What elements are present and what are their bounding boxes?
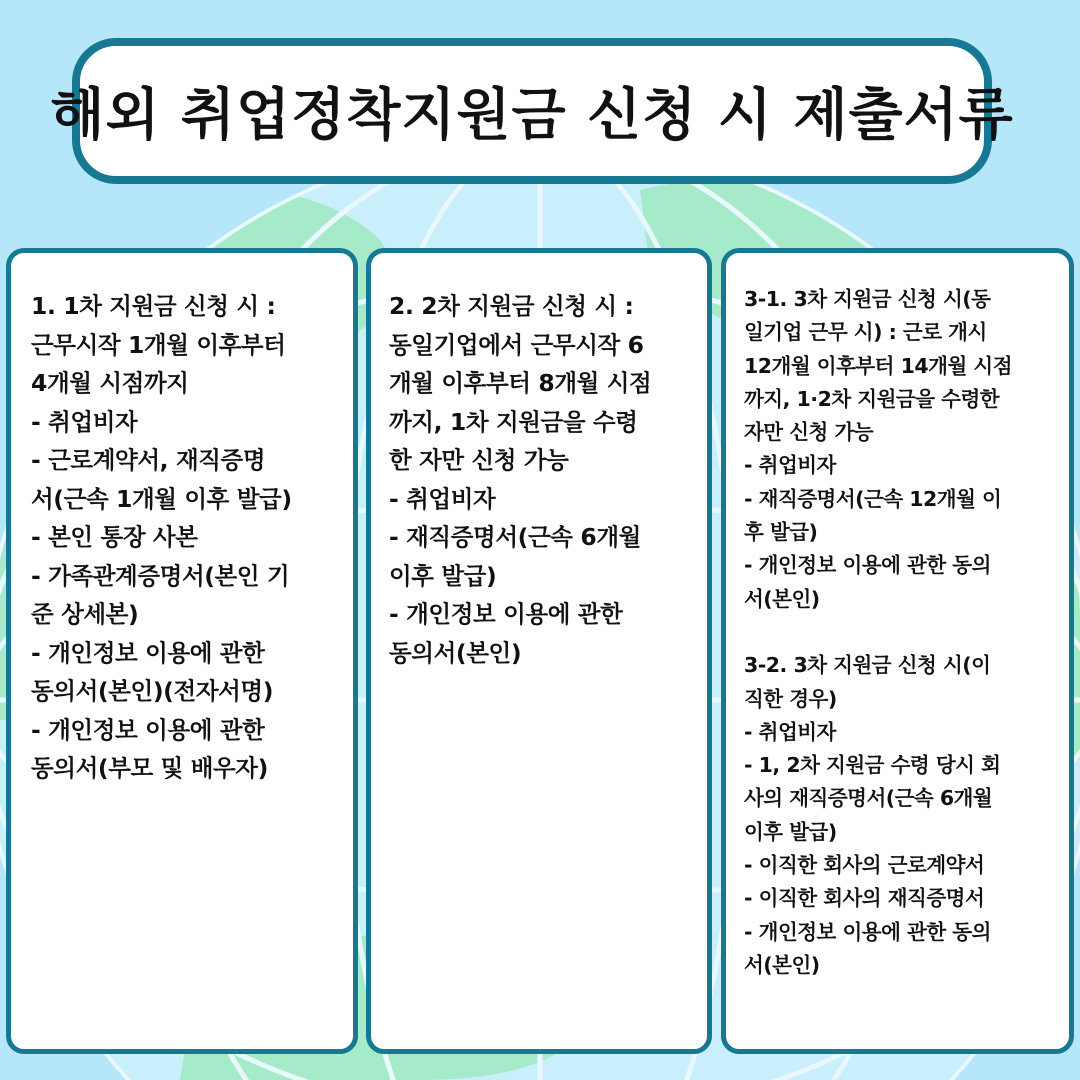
- card-text: 3-1. 3차 지원금 신청 시(동 일기업 근무 시) : 근로 개시 12개월 이후부터 14개월 시점 까지, 1·2차 지원금을 수령한 자만 신청 가능 - 취업비자 - 재직증명서(근속 12개월 이 후 발급) - 개인정보 이용에 관한 동의 서(본인) 3-2. 3차 지원금 신청 시(이 직한 경우) - 취업비자 - 1, 2차 지원금 수령 당시 회 사의 재직증명서(근속 6개월 이후 발급) - 이직한 회사의 근로계약서 - 이직한 회사의 재직증명서 - 개인정보 이용에 관한 동의 서(본인): [744, 287, 1012, 977]
- card-text: 2. 2차 지원금 신청 시 : 동일기업에서 근무시작 6 개월 이후부터 8개월 시점 까지, 1차 지원금을 수령 한 자만 신청 가능 - 취업비자 - 재직증명서(근속 6개월 이후 발급) - 개인정보 이용에 관한 동의서(본인): [389, 292, 652, 667]
- card-text: 1. 1차 지원금 신청 시 : 근무시작 1개월 이후부터 4개월 시점까지 - 취업비자 - 근로계약서, 재직증명 서(근속 1개월 이후 발급) - 본인 통장 사본 - 가족관계증명서(본인 기 준 상세본) - 개인정보 이용에 관한 동의서(본인)(전자서명) - 개인정보 이용에 관한 동의서(부모 및 배우자): [31, 292, 292, 782]
- info-card-third-subsidy: [721, 248, 1074, 1054]
- info-card-first-subsidy: [6, 248, 358, 1054]
- page-title: 해외 취업정착지원금 신청 시 제출서류: [50, 83, 1014, 148]
- title-banner: [50, 38, 1014, 184]
- info-card-second-subsidy: [366, 248, 712, 1054]
